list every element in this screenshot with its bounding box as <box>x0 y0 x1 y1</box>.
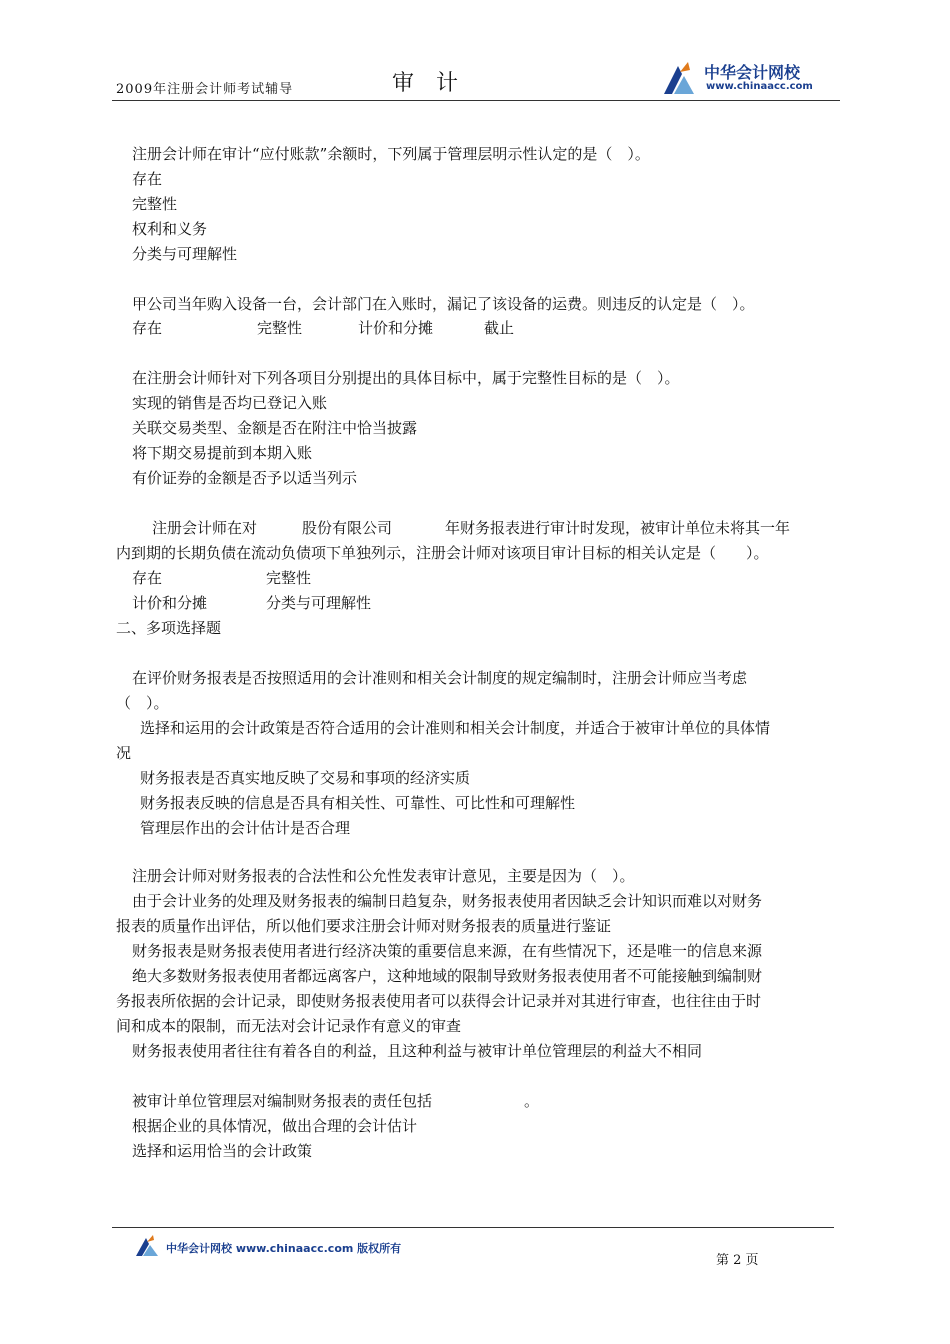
footer-divider <box>112 1227 834 1228</box>
question-5-line-2: （ ）。 <box>116 694 169 712</box>
logo-mark-icon <box>660 60 702 96</box>
option-2d: 截止 <box>484 319 515 337</box>
option-1a: 存在 <box>132 170 163 188</box>
option-5c: 财务报表反映的信息是否具有相关性、可靠性、可比性和可理解性 <box>140 794 576 812</box>
option-5a-line-2: 况 <box>116 744 132 762</box>
question-7: 被审计单位管理层对编制财务报表的责任包括 <box>132 1092 433 1110</box>
question-4-part-c: 年财务报表进行审计时发现，被审计单位未将其一年 <box>445 519 791 537</box>
page-number: 第 2 页 <box>716 1253 759 1268</box>
option-4b: 完整性 <box>266 569 312 587</box>
option-7b: 选择和运用恰当的会计政策 <box>132 1142 313 1160</box>
question-4-part-a: 注册会计师在对 <box>152 519 258 537</box>
option-2b: 完整性 <box>257 319 303 337</box>
header-divider <box>112 100 840 101</box>
header-exam-label: 2009年注册会计师考试辅导 <box>116 82 294 97</box>
question-1: 注册会计师在审计“应付账款”余额时，下列属于管理层明示性认定的是（ ）。 <box>132 145 650 163</box>
option-1d: 分类与可理解性 <box>132 245 238 263</box>
option-3d: 有价证券的金额是否予以适当列示 <box>132 469 358 487</box>
option-1c: 权利和义务 <box>132 220 208 238</box>
option-3b: 关联交易类型、金额是否在附注中恰当披露 <box>132 419 418 437</box>
question-5: 在评价财务报表是否按照适用的会计准则和相关会计制度的规定编制时，注册会计师应当考虑 <box>132 669 748 687</box>
section-heading: 二、多项选择题 <box>116 619 222 637</box>
logo-name: 中华会计网校 <box>704 63 801 82</box>
option-2a: 存在 <box>132 319 163 337</box>
option-3c: 将下期交易提前到本期入账 <box>132 444 313 462</box>
option-6c-line-3: 间和成本的限制，而无法对会计记录作有意义的审查 <box>116 1017 462 1035</box>
option-5d: 管理层作出的会计估计是否合理 <box>140 819 351 837</box>
question-4-line-2: 内到期的长期负债在流动负债项下单独列示，注册会计师对该项目审计目标的相关认定是（ ）。 <box>116 544 769 562</box>
logo-url: www.chinaacc.com <box>706 81 813 92</box>
option-4d: 分类与可理解性 <box>266 594 372 612</box>
option-5b: 财务报表是否真实地反映了交易和事项的经济实质 <box>140 769 471 787</box>
option-2c: 计价和分摊 <box>358 319 434 337</box>
footer-copyright: 中华会计网校 www.chinaacc.com 版权所有 <box>166 1242 402 1255</box>
question-2: 甲公司当年购入设备一台，会计部门在入账时，漏记了该设备的运费。则违反的认定是（ ）。 <box>132 295 755 313</box>
header-title: 审计 <box>392 71 481 96</box>
footer-logo-icon <box>134 1234 164 1258</box>
option-4c: 计价和分摊 <box>132 594 208 612</box>
option-5a: 选择和运用的会计政策是否符合适用的会计准则和相关会计制度，并适合于被审计单位的具体情 <box>140 719 771 737</box>
option-6a: 由于会计业务的处理及财务报表的编制日趋复杂，财务报表使用者因缺乏会计知识而难以对财务 <box>132 892 763 910</box>
option-3a: 实现的销售是否均已登记入账 <box>132 394 328 412</box>
option-7a: 根据企业的具体情况，做出合理的会计估计 <box>132 1117 418 1135</box>
option-6d: 财务报表使用者往往有着各自的利益，且这种利益与被审计单位管理层的利益大不相同 <box>132 1042 703 1060</box>
option-6c-line-2: 务报表所依据的会计记录，即使财务报表使用者可以获得会计记录并对其进行审查，也往往由于时 <box>116 992 762 1010</box>
question-7-end: 。 <box>524 1092 540 1110</box>
option-6b: 财务报表是财务报表使用者进行经济决策的重要信息来源，在有些情况下，还是唯一的信息来源 <box>132 942 763 960</box>
option-6c: 绝大多数财务报表使用者都远离客户，这种地域的限制导致财务报表使用者不可能接触到编制财 <box>132 967 763 985</box>
option-6a-line-2: 报表的质量作出评估，所以他们要求注册会计师对财务报表的质量进行鉴证 <box>116 917 612 935</box>
question-3: 在注册会计师针对下列各项目分别提出的具体目标中，属于完整性目标的是（ ）。 <box>132 369 680 387</box>
brand-logo <box>660 58 840 100</box>
option-4a: 存在 <box>132 569 163 587</box>
question-4-part-b: 股份有限公司 <box>302 519 393 537</box>
option-1b: 完整性 <box>132 195 178 213</box>
question-6: 注册会计师对财务报表的合法性和公允性发表审计意见，主要是因为（ ）。 <box>132 867 635 885</box>
